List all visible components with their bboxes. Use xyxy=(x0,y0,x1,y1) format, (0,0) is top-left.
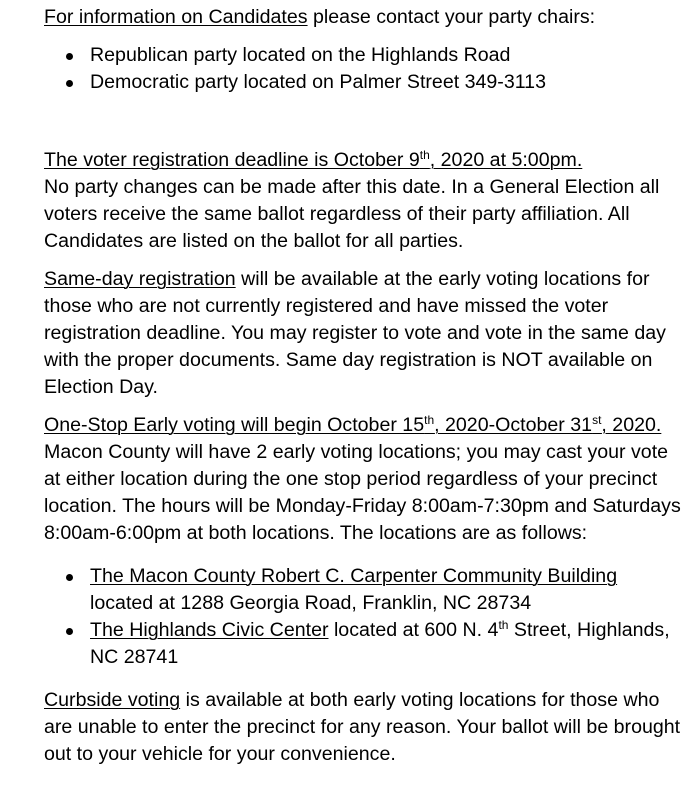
registration-deadline-text: No party changes can be made after this date. In a General Election all voters receive the same ballot regardless of their party affiliation. All Candidates are listed on the ballot for all parties. xyxy=(44,176,660,252)
party-chairs-list xyxy=(44,42,684,96)
early-voting-heading-year: , 2020. xyxy=(601,414,662,436)
early-voting-text: Macon County will have 2 early voting locations; you may cast your vote at either location during the one stop period regardless of your precinct location. The hours will be Monday-Friday 8:00am-7:30pm and Saturdays 8:00am-6:00pm at both locations. The locations are as follows: xyxy=(44,441,681,544)
early-voting-heading xyxy=(44,414,661,436)
location-address-end: Street, Highlands, NC 28741 xyxy=(90,619,670,668)
early-voting-heading-start: One-Stop Early voting will begin October 15 xyxy=(44,414,425,436)
location-name: The Highlands Civic Center xyxy=(90,619,329,641)
curbside-voting-text: is available at both early voting locations for those who are unable to enter the precinct for any reason. Your ballot will be brought out to your vehicle for your convenience. xyxy=(44,689,681,765)
same-day-registration-paragraph xyxy=(44,266,684,401)
location-address: located at 600 N. 4 xyxy=(328,619,499,641)
location-name: The Macon County Robert C. Carpenter Community Building xyxy=(90,565,618,587)
early-voting-paragraph xyxy=(44,412,684,547)
same-day-registration-text: will be available at the early voting locations for those who are not currently registered and have missed the voter registration deadline. You may register to vote and vote in the same day with the proper documents. Same day registration is NOT available on Election Day. xyxy=(44,268,666,398)
curbside-voting-paragraph xyxy=(44,687,684,768)
document-body xyxy=(44,4,684,768)
early-voting-locations-list xyxy=(44,563,684,671)
same-day-registration-heading: Same-day registration xyxy=(44,268,236,290)
bullet-icon xyxy=(66,574,73,581)
deadline-heading-sup: th xyxy=(419,148,430,162)
early-voting-heading-end: , 2020-October 31 xyxy=(434,414,593,436)
list-item xyxy=(44,42,684,69)
candidates-info-text: please contact your party chairs: xyxy=(307,6,596,28)
bullet-icon xyxy=(66,628,73,635)
bullet-icon xyxy=(66,80,73,87)
registration-deadline-heading xyxy=(44,149,582,171)
deadline-heading-time: , 2020 at 5:00pm. xyxy=(429,149,583,171)
candidates-info-heading: For information on Candidates xyxy=(44,6,308,28)
list-item xyxy=(44,563,684,617)
party-chair-democratic: Democratic party located on Palmer Street 349-3113 xyxy=(90,71,546,93)
bullet-icon xyxy=(66,53,73,60)
location-address-sup: th xyxy=(498,618,509,632)
candidates-info-paragraph xyxy=(44,4,684,31)
list-item xyxy=(44,617,684,671)
curbside-voting-heading: Curbside voting xyxy=(44,689,181,711)
location-address: located at 1288 Georgia Road, Franklin, NC 28734 xyxy=(90,592,532,614)
early-voting-heading-sup-a: th xyxy=(424,413,435,427)
registration-deadline-paragraph xyxy=(44,147,684,255)
list-item xyxy=(44,69,684,96)
deadline-heading-text: The voter registration deadline is October 9 xyxy=(44,149,420,171)
early-voting-heading-sup-b: st xyxy=(592,413,602,427)
party-chair-republican: Republican party located on the Highlands Road xyxy=(90,44,511,66)
